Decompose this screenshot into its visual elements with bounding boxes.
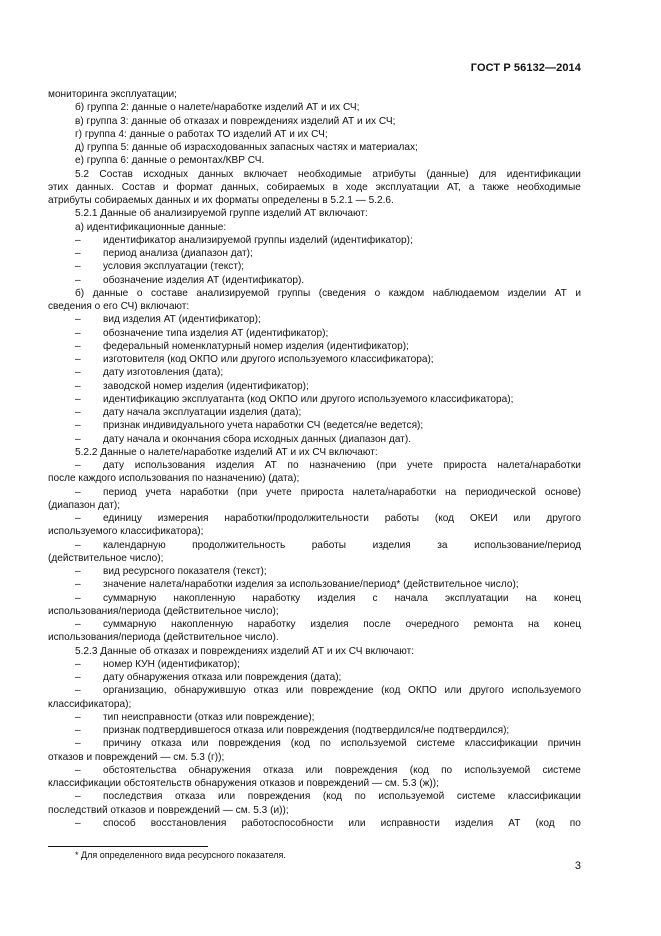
dash-marker: – bbox=[75, 460, 81, 471]
text-line: 5.2.3 Данные об отказах и повреждениях изделий АТ и их СЧ включают: bbox=[75, 645, 415, 657]
text-line: используемого классификатора); bbox=[48, 526, 204, 538]
list-item bbox=[48, 790, 581, 803]
list-item-text: обозначение типа изделия АТ (идентификатор); bbox=[103, 327, 329, 339]
list-item-text: номер КУН (идентификатор); bbox=[103, 658, 240, 670]
text-line: мониторинга эксплуатации; bbox=[48, 89, 177, 100]
list-item-text: признак индивидуального учета наработки СЧ (ведется/не ведется); bbox=[103, 420, 424, 432]
dash-marker: – bbox=[75, 340, 81, 352]
dash-marker: – bbox=[75, 327, 81, 339]
dash-marker: – bbox=[75, 619, 81, 630]
list-item-text: период учета наработки (при учете прироста налета/наработки на периодической основе) bbox=[103, 486, 581, 498]
list-item-text: дату использования изделия АТ по назначению (при учете прироста налета/наработки bbox=[103, 460, 581, 471]
text-line: после каждого использования по назначению) (дата); bbox=[48, 473, 300, 485]
dash-marker: – bbox=[75, 592, 81, 604]
list-item bbox=[48, 406, 581, 419]
footnote: * Для определенного вида ресурсного показателя. bbox=[75, 850, 286, 860]
list-item-text: организацию, обнаружившую отказ или повреждение (код ОКПО или другого используемого bbox=[103, 685, 581, 697]
list-item-text: заводской номер изделия (идентификатор); bbox=[103, 380, 309, 392]
text-line: атрибуты собираемых данных и их форматы определены в 5.2.1 — 5.2.6. bbox=[48, 195, 394, 206]
dash-marker: – bbox=[75, 380, 81, 392]
list-item-text: последствия отказа или повреждения (код по используемой системе классификации bbox=[103, 791, 581, 803]
list-item bbox=[48, 817, 581, 830]
list-item-text: дату изготовления (дата); bbox=[103, 367, 224, 379]
list-item-text: единицу измерения наработки/продолжительности работы (код ОКЕИ или другого bbox=[103, 513, 581, 524]
text-line: последствий отказов и повреждений — см. 5.3 (и)); bbox=[48, 804, 289, 816]
text-line: использования/периода (действительное число). bbox=[48, 632, 279, 644]
list-item bbox=[48, 486, 581, 499]
list-item-text: изготовителя (код ОКПО или другого используемого классификатора); bbox=[103, 354, 434, 365]
list-item-text: способ восстановления работоспособности или исправности изделия АТ (код по bbox=[103, 817, 581, 829]
dash-marker: – bbox=[75, 393, 81, 405]
text-line: а) идентификационные данные: bbox=[75, 221, 227, 233]
list-item bbox=[48, 565, 581, 578]
list-item bbox=[48, 618, 581, 631]
list-item bbox=[48, 234, 581, 247]
list-item-text: суммарную накопленную наработку изделия после очередного ремонта на конец bbox=[103, 619, 581, 630]
text-line: этих данных. Состав и формат данных, собираемых в ходе эксплуатации АТ, а также необходимые bbox=[48, 181, 581, 193]
page-number: 3 bbox=[574, 860, 581, 872]
text-line: (диапазон дат); bbox=[48, 499, 121, 511]
list-item-text: календарную продолжительность работы изделия за использование/период bbox=[103, 539, 581, 551]
dash-marker: – bbox=[75, 314, 81, 326]
footnote-rule bbox=[48, 846, 208, 847]
document-page bbox=[48, 0, 581, 936]
list-item-text: условия эксплуатации (текст); bbox=[103, 261, 245, 273]
list-item bbox=[48, 592, 581, 605]
list-item bbox=[48, 578, 581, 591]
text-line: 5.2.1 Данные об анализируемой группе изделий АТ включают: bbox=[75, 208, 368, 220]
list-item bbox=[48, 274, 581, 287]
dash-marker: – bbox=[75, 513, 81, 524]
list-item-text: период анализа (диапазон дат); bbox=[103, 248, 253, 259]
dash-marker: – bbox=[75, 658, 81, 670]
text-line: (действительное число); bbox=[48, 552, 164, 564]
text-line: г) группа 4: данные о работах ТО изделий АТ и их СЧ; bbox=[75, 128, 328, 140]
list-item-text: обстоятельства обнаружения отказа или повреждения (код по используемой системе bbox=[103, 764, 581, 776]
dash-marker: – bbox=[75, 579, 81, 591]
dash-marker: – bbox=[75, 685, 81, 697]
list-item bbox=[48, 366, 581, 379]
list-item bbox=[48, 313, 581, 326]
list-item-text: признак подтвердившегося отказа или повреждения (подтвердился/не подтвердился); bbox=[103, 725, 510, 736]
list-item-text: значение налета/наработки изделия за использование/период* (действительное число); bbox=[103, 579, 519, 591]
text-line: классификатора); bbox=[48, 698, 132, 710]
list-item-text: вид ресурсного показателя (текст); bbox=[103, 566, 267, 577]
text-line: е) группа 6: данные о ремонтах/КВР СЧ. bbox=[75, 155, 265, 167]
document-header: ГОСТ Р 56132—2014 bbox=[470, 62, 581, 74]
list-item bbox=[48, 711, 581, 724]
list-item bbox=[48, 539, 581, 552]
list-item bbox=[48, 340, 581, 353]
list-item bbox=[48, 247, 581, 260]
list-item bbox=[48, 353, 581, 366]
list-item bbox=[48, 327, 581, 340]
dash-marker: – bbox=[75, 367, 81, 379]
list-item bbox=[48, 724, 581, 737]
list-item bbox=[48, 512, 581, 525]
dash-marker: – bbox=[75, 274, 81, 286]
list-item-text: причину отказа или повреждения (код по используемой системе классификации причин bbox=[103, 738, 581, 750]
list-item-text: идентификатор анализируемой группы изделий (идентификатор); bbox=[103, 234, 413, 246]
text-line: д) группа 5: данные об израсходованных запасных частях и материалах; bbox=[75, 142, 418, 153]
list-item bbox=[48, 764, 581, 777]
text-line: отказов и повреждений — см. 5.3 (г)); bbox=[48, 751, 225, 763]
list-item bbox=[48, 419, 581, 432]
list-item-text: тип неисправности (отказ или повреждение); bbox=[103, 711, 315, 723]
list-item bbox=[48, 658, 581, 671]
list-item bbox=[48, 433, 581, 446]
list-item-text: суммарную накопленную наработку изделия с начала эксплуатации на конец bbox=[103, 592, 581, 604]
list-item-text: вид изделия АТ (идентификатор); bbox=[103, 314, 261, 326]
dash-marker: – bbox=[75, 354, 81, 365]
dash-marker: – bbox=[75, 234, 81, 246]
dash-marker: – bbox=[75, 725, 81, 736]
list-item bbox=[48, 459, 581, 472]
list-item bbox=[48, 671, 581, 684]
dash-marker: – bbox=[75, 261, 81, 273]
text-line: б) группа 2: данные о налете/наработке изделий АТ и их СЧ; bbox=[75, 102, 360, 114]
list-item bbox=[48, 393, 581, 406]
dash-marker: – bbox=[75, 433, 81, 445]
list-item-text: дату начала и окончания сбора исходных данных (диапазон дат). bbox=[103, 433, 412, 445]
dash-marker: – bbox=[75, 420, 81, 432]
list-item-text: дату обнаружения отказа или повреждения (дата); bbox=[103, 672, 342, 683]
dash-marker: – bbox=[75, 539, 81, 551]
text-line: 5.2 Состав исходных данных включает необходимые атрибуты (данные) для идентификации bbox=[75, 168, 581, 180]
list-item-text: обозначение изделия АТ (идентификатор). bbox=[103, 274, 305, 286]
text-line: сведения о его СЧ) включают: bbox=[48, 301, 190, 312]
text-line: б) данные о составе анализируемой группы (сведения о каждом наблюдаемом изделии АТ и bbox=[75, 287, 581, 299]
list-item bbox=[48, 684, 581, 697]
list-item bbox=[48, 380, 581, 393]
dash-marker: – bbox=[75, 407, 81, 418]
text-line: 5.2.2 Данные о налете/наработке изделий АТ и их СЧ включают: bbox=[75, 446, 378, 458]
dash-marker: – bbox=[75, 738, 81, 750]
document-body bbox=[48, 88, 581, 830]
dash-marker: – bbox=[75, 764, 81, 776]
dash-marker: – bbox=[75, 672, 81, 683]
dash-marker: – bbox=[75, 711, 81, 723]
dash-marker: – bbox=[75, 486, 81, 498]
text-line: в) группа 3: данные об отказах и повреждениях изделий АТ и их СЧ; bbox=[75, 115, 396, 127]
list-item bbox=[48, 260, 581, 273]
dash-marker: – bbox=[75, 791, 81, 803]
text-line: классификации обстоятельств обнаружения отказов и повреждений — см. 5.3 (ж)); bbox=[48, 778, 439, 789]
list-item-text: дату начала эксплуатации изделия (дата); bbox=[103, 407, 302, 418]
dash-marker: – bbox=[75, 248, 81, 259]
dash-marker: – bbox=[75, 566, 81, 577]
list-item-text: федеральный номенклатурный номер изделия (идентификатор); bbox=[103, 340, 409, 352]
list-item-text: идентификацию эксплуатанта (код ОКПО или другого используемого классификатора); bbox=[103, 393, 514, 405]
text-line: использования/периода (действительное число); bbox=[48, 605, 279, 617]
dash-marker: – bbox=[75, 817, 81, 829]
list-item bbox=[48, 737, 581, 750]
